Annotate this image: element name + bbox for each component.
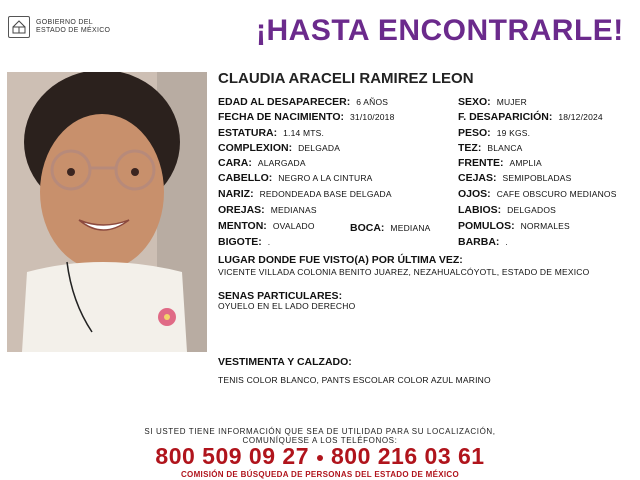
field-boca xyxy=(350,222,431,235)
field-label: ESTATURA: xyxy=(218,127,278,139)
field-label: MENTON: xyxy=(218,220,267,232)
state-seal-icon xyxy=(8,16,30,38)
phone-numbers xyxy=(0,443,640,470)
logo-text xyxy=(36,19,110,35)
person-name: CLAUDIA ARACELI RAMIREZ LEON xyxy=(218,70,474,87)
phone-number-2[interactable]: 800 216 03 61 xyxy=(331,443,485,469)
field-label: NARIZ: xyxy=(218,188,254,200)
field-value: 6 AÑOS xyxy=(356,97,389,107)
field-cara xyxy=(218,157,306,170)
field-value: MUJER xyxy=(496,97,527,107)
field-label: BARBA: xyxy=(458,236,500,248)
field-label: CABELLO: xyxy=(218,172,273,184)
logo-line-2: ESTADO DE MÉXICO xyxy=(36,27,111,34)
field-value: . xyxy=(267,237,271,247)
field-label: LABIOS: xyxy=(458,204,502,216)
field-label: CEJAS: xyxy=(458,172,497,184)
field-label: CARA: xyxy=(218,157,252,169)
field-value: DELGADOS xyxy=(507,205,557,215)
field-label: POMULOS: xyxy=(458,220,515,232)
field-peso xyxy=(458,127,530,140)
field-value: NORMALES xyxy=(520,221,570,231)
field-label: FECHA DE NACIMIENTO: xyxy=(218,111,344,123)
field-nariz xyxy=(218,188,392,201)
field-value: 18/12/2024 xyxy=(558,112,603,122)
field-label: SEXO: xyxy=(458,96,491,108)
field-barba xyxy=(458,236,508,249)
field-value: SEMIPOBLADAS xyxy=(502,173,572,183)
last-seen-value: VICENTE VILLADA COLONIA BENITO JUAREZ, NEZAHUALCÓYOTL, ESTADO DE MEXICO xyxy=(218,267,590,277)
field-cabello xyxy=(218,172,373,185)
field-menton xyxy=(218,220,315,233)
field-label: OJOS: xyxy=(458,188,491,200)
field-labios xyxy=(458,204,556,217)
field-label: OREJAS: xyxy=(218,204,265,216)
field-label: FRENTE: xyxy=(458,157,504,169)
field-value: . xyxy=(505,237,508,247)
contact-line-1: SI USTED TIENE INFORMACIÓN QUE SEA DE UTILIDAD PARA SU LOCALIZACIÓN, xyxy=(144,427,496,436)
field-complexion xyxy=(218,142,340,155)
field-value: BLANCA xyxy=(487,143,523,153)
field-label: TEZ: xyxy=(458,142,482,154)
field-value: ALARGADA xyxy=(257,158,306,168)
field-estatura xyxy=(218,127,324,140)
phone-number-1[interactable]: 800 509 09 27 xyxy=(155,443,309,469)
field-cejas xyxy=(458,172,572,185)
last-seen-label: LUGAR DONDE FUE VISTO(A) POR ÚLTIMA VEZ: xyxy=(218,254,463,266)
field-value: CAFE OBSCURO MEDIANOS xyxy=(496,189,617,199)
field-value: NEGRO A LA CINTURA xyxy=(278,173,373,183)
headline: ¡HASTA ENCONTRARLE! xyxy=(256,14,624,47)
field-value: 31/10/2018 xyxy=(350,112,395,122)
commission-name: COMISIÓN DE BÚSQUEDA DE PERSONAS DEL ESTADO DE MÉXICO xyxy=(180,470,459,479)
missing-person-photo xyxy=(7,72,207,352)
separator-dot-icon xyxy=(317,455,323,461)
clothing-label: VESTIMENTA Y CALZADO: xyxy=(218,356,352,368)
field-value: AMPLIA xyxy=(509,158,542,168)
field-value: 19 KGS. xyxy=(496,128,531,138)
clothing-value: TENIS COLOR BLANCO, PANTS ESCOLAR COLOR AZUL MARINO xyxy=(218,375,491,385)
field-value: MEDIANA xyxy=(390,223,431,233)
field-frente xyxy=(458,157,542,170)
field-pomulos xyxy=(458,220,570,233)
field-label: COMPLEXION: xyxy=(218,142,293,154)
field-ojos xyxy=(458,188,617,201)
field-label: EDAD AL DESAPARECER: xyxy=(218,96,351,108)
marks-label: SENAS PARTICULARES: xyxy=(218,290,343,302)
government-logo xyxy=(8,16,110,38)
field-value: DELGADA xyxy=(298,143,341,153)
field-label: PESO: xyxy=(458,127,491,139)
field-value: REDONDEADA BASE DELGADA xyxy=(259,189,392,199)
field-label: BOCA: xyxy=(350,222,385,234)
field-value: MEDIANAS xyxy=(270,205,317,215)
logo-line-1: GOBIERNO DEL xyxy=(36,19,93,26)
marks-value: OYUELO EN EL LADO DERECHO xyxy=(218,301,356,311)
field-bigote xyxy=(218,236,270,249)
contact-line-2: COMUNÍQUESE A LOS TELÉFONOS: xyxy=(242,436,398,445)
field-value: OVALADO xyxy=(272,221,315,231)
field-orejas xyxy=(218,204,317,217)
field-value: 1.14 MTS. xyxy=(283,128,325,138)
field-fecha-nacimiento xyxy=(218,111,395,124)
field-fecha-desaparicion xyxy=(458,111,603,124)
field-tez xyxy=(458,142,523,155)
field-label: F. DESAPARICIÓN: xyxy=(458,111,553,123)
field-edad xyxy=(218,96,388,109)
field-label: BIGOTE: xyxy=(218,236,262,248)
field-sexo xyxy=(458,96,527,109)
